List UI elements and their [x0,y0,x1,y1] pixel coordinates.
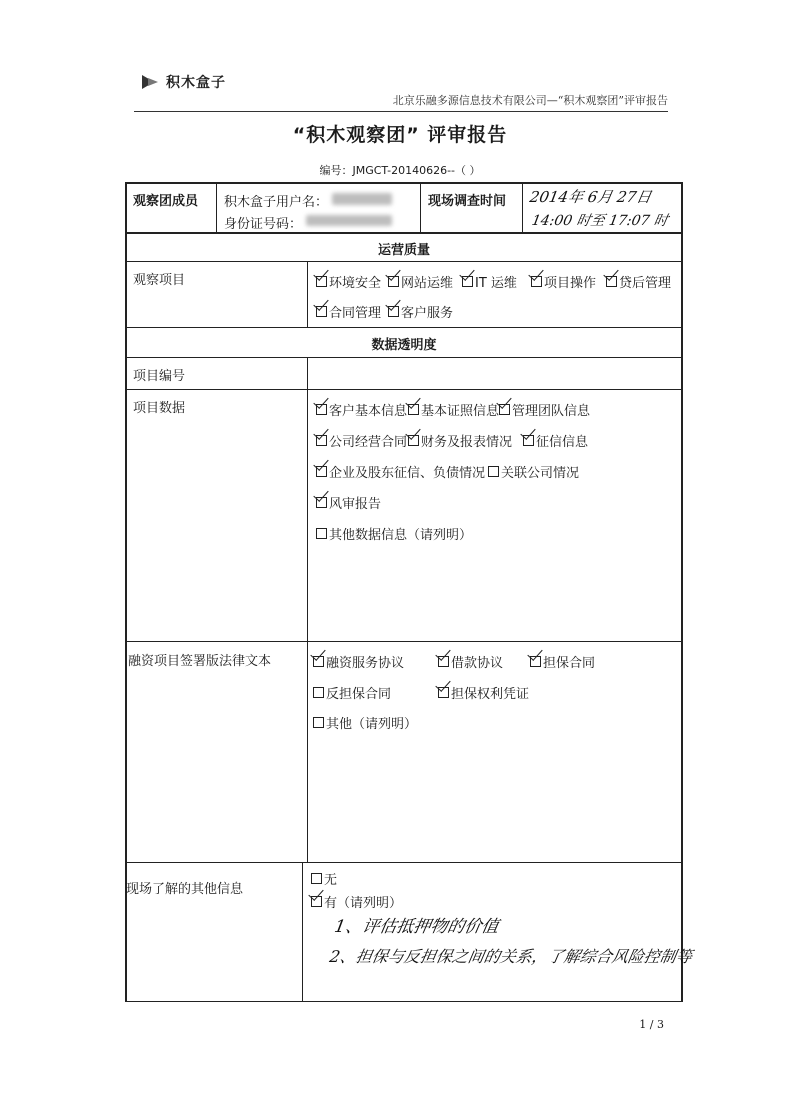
checkbox-icon[interactable] [523,435,534,446]
company-header: 北京乐融多源信息技术有限公司—“积木观察团”评审报告 [392,94,668,107]
divider [125,232,683,234]
onsite-time-label: 现场调查时间 [428,194,507,209]
checkbox-option[interactable]: 客户服务 [388,302,453,321]
checkbox-icon[interactable] [316,404,327,415]
checkbox-option[interactable]: 公司经营合同 [316,431,407,450]
checkbox-option[interactable]: 环境安全 [316,272,381,291]
divider [307,357,308,862]
checkbox-option[interactable]: 担保合同 [530,652,595,671]
divider [307,261,308,327]
table-top-border [125,182,683,184]
checkbox-option[interactable]: 企业及股东征信、负债情况 [316,462,485,481]
checkbox-icon[interactable] [313,687,324,698]
other-info-label: 现场了解的其他信息 [126,882,244,897]
table-bottom-border [125,1001,683,1002]
project-number-label: 项目编号 [133,369,186,384]
checkbox-option[interactable]: 管理团队信息 [499,400,590,419]
redacted-user-name [332,193,392,205]
checkbox-option[interactable]: 风审报告 [316,493,381,512]
members-label: 观察团成员 [133,194,199,209]
divider [302,862,303,1002]
checkbox-option[interactable]: 网站运维 [388,272,453,291]
checkbox-icon[interactable] [316,276,327,287]
checkbox-icon[interactable] [316,306,327,317]
checkbox-icon[interactable] [388,276,399,287]
divider [125,327,683,328]
header-divider [134,111,668,112]
handwritten-note: 2、担保与反担保之间的关系，了解综合风险控制等 [328,947,694,966]
project-data-label: 项目数据 [133,401,186,416]
divider [125,389,683,390]
checkbox-icon[interactable] [388,306,399,317]
checkbox-option[interactable]: 其他（请列明） [313,713,417,732]
cube-logo-icon [140,73,160,91]
divider [125,261,683,262]
checkbox-option[interactable]: 借款协议 [438,652,503,671]
divider [125,641,683,642]
checkbox-icon[interactable] [462,276,473,287]
checkbox-icon[interactable] [316,466,327,477]
checkbox-option[interactable]: 财务及报表情况 [408,431,512,450]
checkbox-icon[interactable] [313,656,324,667]
checkbox-icon[interactable] [530,656,541,667]
checkbox-icon[interactable] [438,656,449,667]
handwritten-time: 14:00 时至 17:07 时 [530,213,670,229]
checkbox-icon[interactable] [311,873,322,884]
user-name-label: 积木盒子用户名： [224,195,329,210]
checkbox-icon[interactable] [311,896,322,907]
checkbox-icon[interactable] [316,528,327,539]
observe-items-label: 观察项目 [133,273,186,288]
section-operation-quality: 运营质量 [377,243,430,258]
checkbox-icon[interactable] [606,276,617,287]
checkbox-option[interactable]: 无 [311,869,337,888]
checkbox-option[interactable]: 关联公司情况 [488,462,579,481]
checkbox-icon[interactable] [408,435,419,446]
divider [125,357,683,358]
section-data-transparency: 数据透明度 [371,338,437,353]
checkbox-option[interactable]: 项目操作 [531,272,596,291]
table-right-border [681,182,683,1002]
redacted-id-number [306,215,392,226]
checkbox-option[interactable]: 其他数据信息（请列明） [316,524,472,543]
checkbox-icon[interactable] [531,276,542,287]
brand-name: 积木盒子 [166,75,226,91]
checkbox-option[interactable]: 反担保合同 [313,683,391,702]
checkbox-option[interactable]: 贷后管理 [606,272,671,291]
divider [420,182,421,233]
page-title: “积木观察团” 评审报告 [292,124,508,146]
checkbox-option[interactable]: 合同管理 [316,302,381,321]
checkbox-option[interactable]: IT 运维 [462,272,517,291]
checkbox-option[interactable]: 融资服务协议 [313,652,404,671]
checkbox-icon[interactable] [488,466,499,477]
checkbox-icon[interactable] [499,404,510,415]
divider [522,182,523,233]
checkbox-option[interactable]: 有（请列明） [311,892,402,911]
id-number-label: 身份证号码： [224,217,303,232]
checkbox-icon[interactable] [438,687,449,698]
divider [125,862,683,863]
document-number: 编号：JMGCT-20140626--（ ） [319,164,481,177]
brand-logo [140,70,226,94]
legal-docs-label: 融资项目签署版法律文本 [128,654,272,669]
checkbox-option[interactable]: 基本证照信息 [408,400,499,419]
checkbox-option[interactable]: 担保权利凭证 [438,683,529,702]
checkbox-icon[interactable] [313,717,324,728]
checkbox-icon[interactable] [316,497,327,508]
checkbox-option[interactable]: 征信信息 [523,431,588,450]
checkbox-icon[interactable] [316,435,327,446]
checkbox-option[interactable]: 客户基本信息 [316,400,407,419]
checkbox-icon[interactable] [408,404,419,415]
divider [216,182,217,233]
handwritten-note: 1、评估抵押物的价值 [332,917,501,937]
handwritten-date: 2014年 6月 27日 [528,188,653,206]
page-number: 1 / 3 [639,1018,664,1031]
